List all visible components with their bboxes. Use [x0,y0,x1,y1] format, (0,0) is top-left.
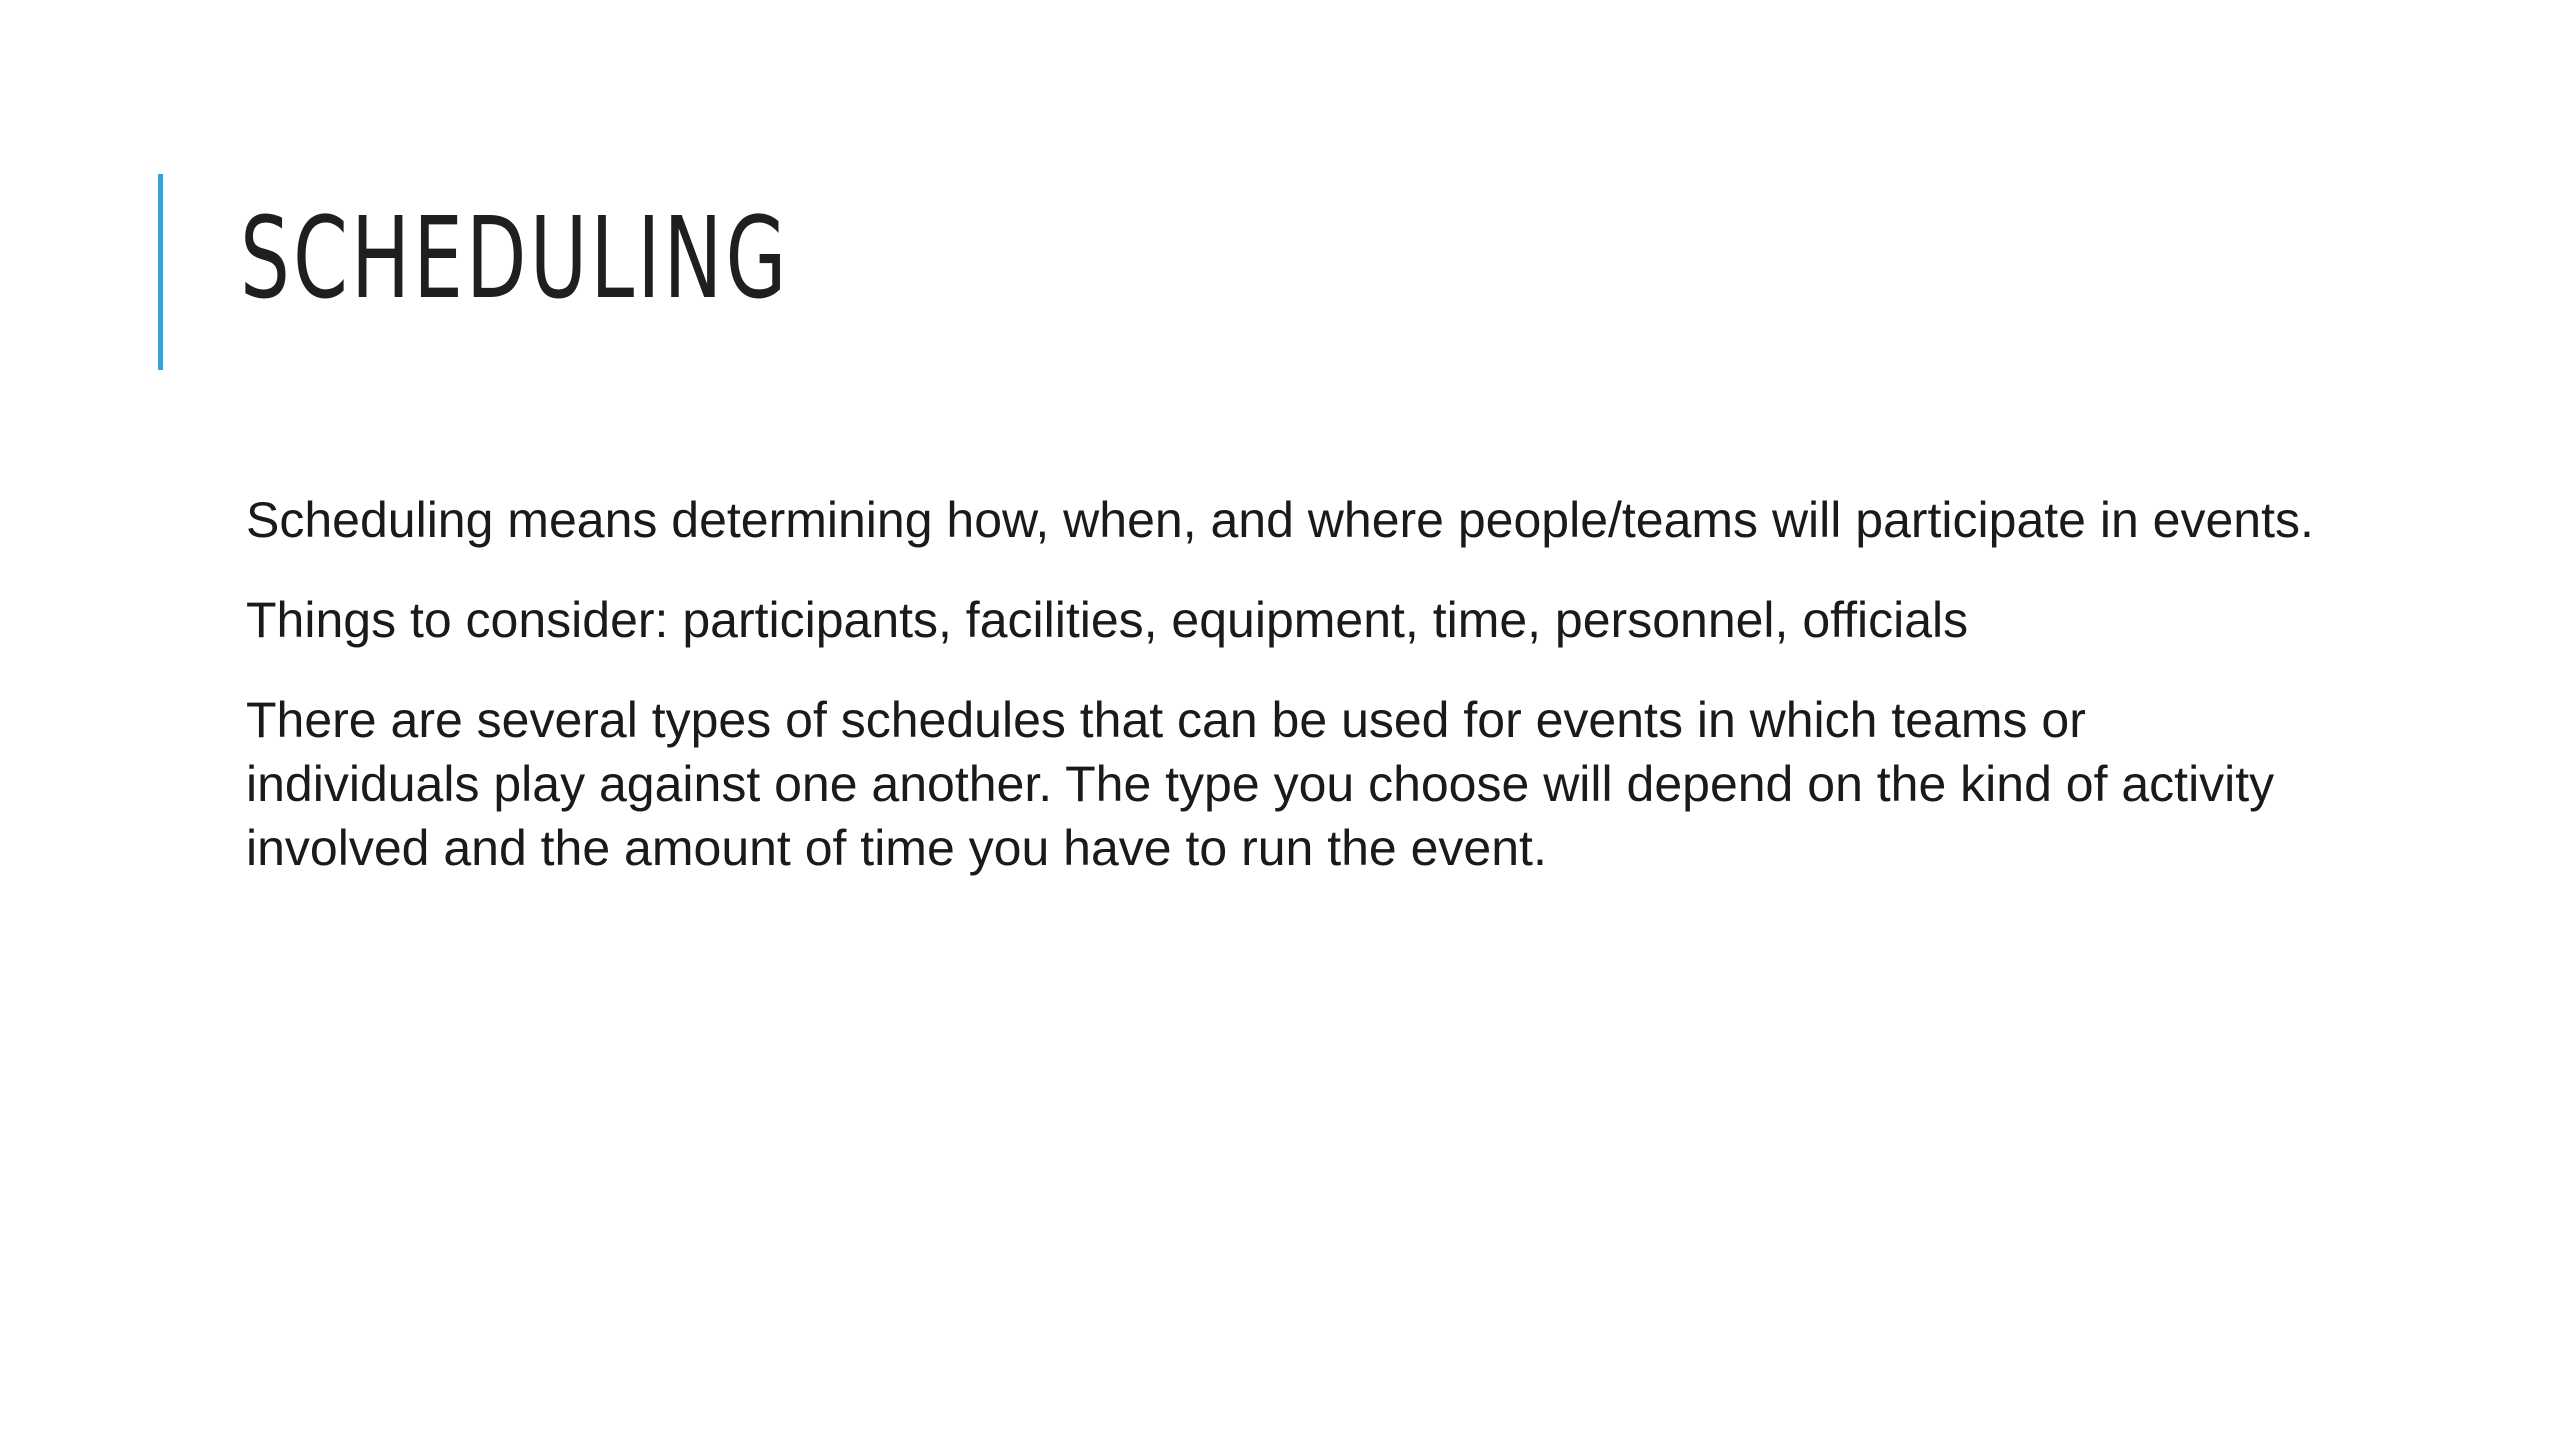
paragraph-definition: Scheduling means determining how, when, and where people/teams will participate in events. [246,492,2314,548]
paragraph-schedule-types: There are several types of schedules that can be used for events in which teams or individuals play against one another. The type you choose will depend on the kind of activity involved and the amount of time you have to run the event. [246,692,2275,876]
paragraph-considerations: Things to consider: participants, facilities, equipment, time, personnel, officials [246,592,1969,648]
title-accent-bar [158,174,163,370]
slide-title: SCHEDULING [240,194,790,324]
slide-body [246,488,2326,916]
